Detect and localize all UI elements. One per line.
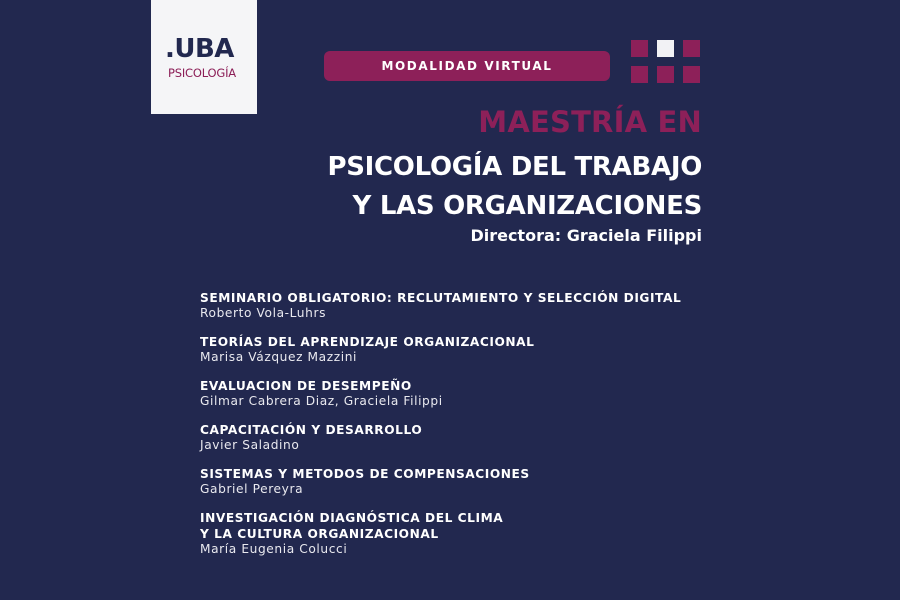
course-title: Y LA CULTURA ORGANIZACIONAL — [200, 527, 439, 541]
course-item — [200, 510, 760, 557]
modality-label: MODALIDAD VIRTUAL — [381, 59, 553, 73]
uba-psicologia-logo — [151, 0, 257, 114]
director-name: Directora: Graciela Filippi — [470, 226, 702, 245]
course-teacher: Gabriel Pereyra — [200, 482, 304, 496]
course-list — [200, 290, 760, 570]
title-maestria: MAESTRÍA EN — [478, 105, 702, 139]
course-teacher: Marisa Vázquez Mazzini — [200, 350, 358, 364]
course-teacher: María Eugenia Colucci — [200, 542, 348, 556]
title-program-line2: Y LAS ORGANIZACIONES — [352, 191, 702, 221]
squares-grid-icon — [631, 40, 701, 83]
course-item — [200, 466, 760, 497]
modality-badge — [324, 51, 610, 81]
title-program-line1: PSICOLOGÍA DEL TRABAJO — [327, 152, 702, 182]
course-title: TEORÍAS DEL APRENDIZAJE ORGANIZACIONAL — [200, 335, 535, 349]
course-title: SEMINARIO OBLIGATORIO: RECLUTAMIENTO Y SELECCIÓN DIGITAL — [200, 291, 682, 305]
logo-psicologia-text: PSICOLOGÍA — [168, 66, 236, 80]
course-title: SISTEMAS Y METODOS DE COMPENSACIONES — [200, 467, 530, 481]
course-item — [200, 290, 760, 321]
course-teacher: Roberto Vola-Luhrs — [200, 306, 327, 320]
course-item — [200, 334, 760, 365]
course-title: CAPACITACIÓN Y DESARROLLO — [200, 423, 423, 437]
course-teacher: Gilmar Cabrera Diaz, Graciela Filippi — [200, 394, 443, 408]
course-title: EVALUACION DE DESEMPEÑO — [200, 379, 412, 393]
course-item — [200, 422, 760, 453]
logo-uba-text: .UBA — [165, 34, 234, 64]
course-title: INVESTIGACIÓN DIAGNÓSTICA DEL CLIMA — [200, 511, 504, 525]
course-teacher: Javier Saladino — [200, 438, 300, 452]
course-item — [200, 378, 760, 409]
